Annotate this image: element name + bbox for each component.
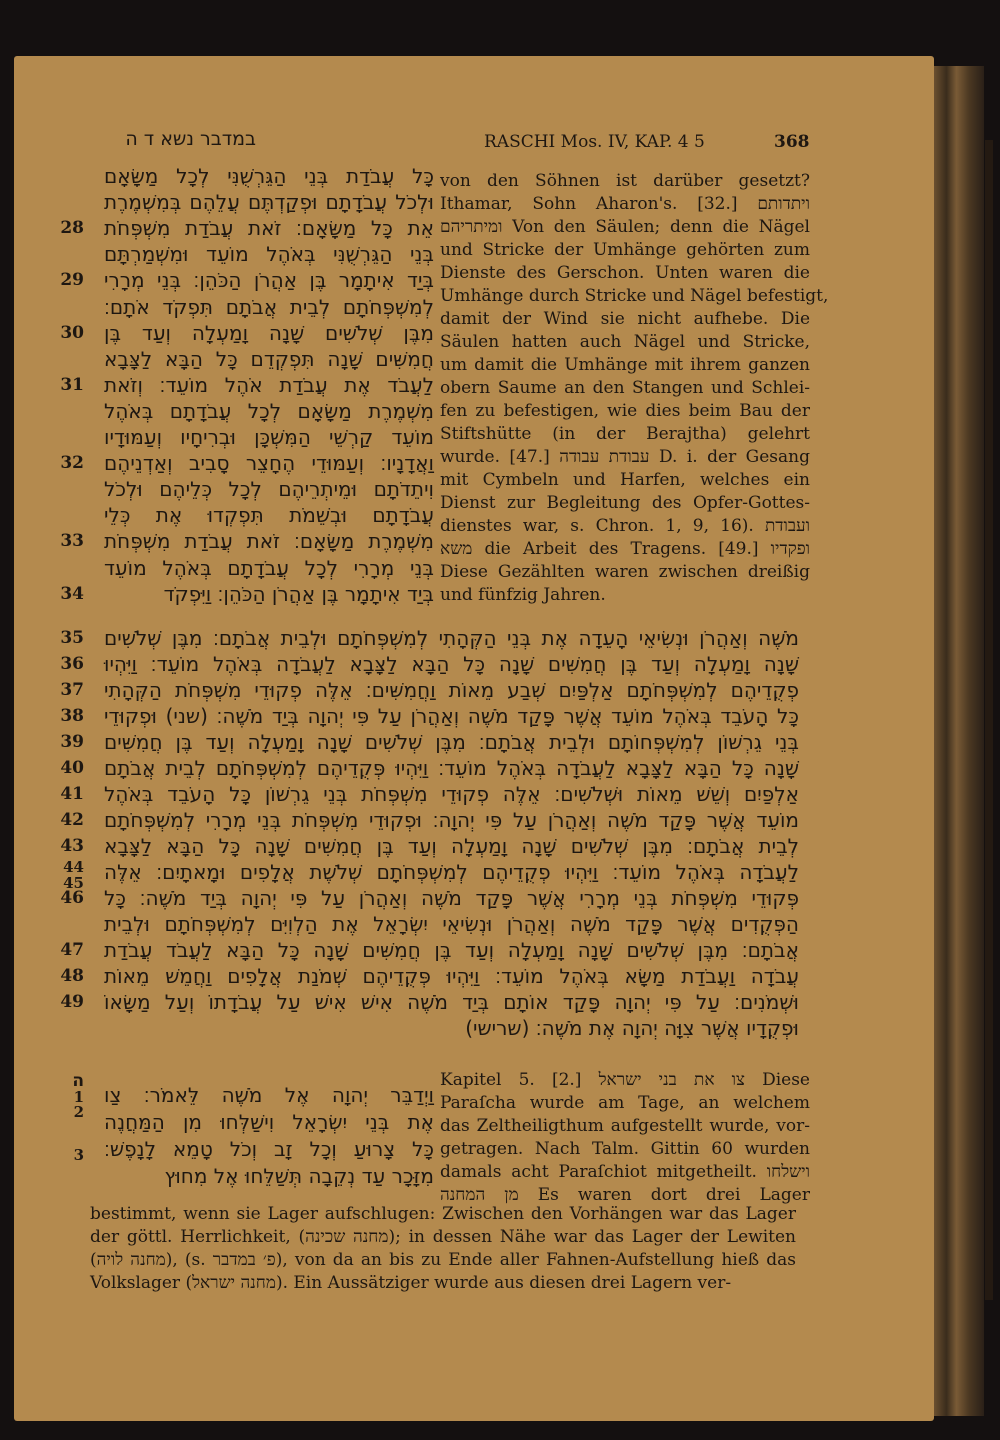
verse-number: 40: [60, 758, 84, 778]
hebrew-line: וִיתֵדֹתָם וּמֵיתְרֵיהֶם לְכָל כְּלֵיהֶם וּלְכֹל: [104, 477, 434, 502]
hebrew-line: בְּנֵי גֵרְשׁוֹן לְמִשְׁפְּחוֹתָם וּלְבֵית אֲבֹתָם׃ מִבֶּן שְׁלֹשִׁים שָׁנָה וָמַעְלָה וְעַד בֶּן חֲמִשִּׁים: [104, 730, 799, 754]
hebrew-line: אַלְפַּיִם וְשֵׁשׁ מֵאוֹת וּשְׁלֹשִׁים׃ אֵלֶּה פְקוּדֵי מִשְׁפְּחֹת בְּנֵי גֵרְשׁוֹן כָּל הָעֹבֵד בְּאֹהֶל: [104, 782, 799, 806]
hebrew-line: לַעֲבֹדָה בְּאֹהֶל מוֹעֵד׃ וַיִּהְיוּ פְקֻדֵיהֶם לְמִשְׁפְּחֹתָם שְׁלֹשֶׁת אֲלָפִים וּמָאתָיִם׃ אֵלֶּה: [104, 860, 799, 884]
verse-number: 42: [60, 810, 84, 830]
hebrew-line: מִבֶּן שְׁלֹשִׁים שָׁנָה וָמַעְלָה וְעַד בֶּן: [104, 320, 434, 345]
verse-number: 29: [60, 270, 84, 291]
commentary-line: Dienst zur Begleitung des Opfer-Gottes-: [440, 493, 810, 513]
chapter5-verse-3: 3: [73, 1146, 84, 1164]
hebrew-line: עֲבֹדָה וַעֲבֹדַת מַשָּׂא בְּאֹהֶל מוֹעֵד׃ וַיִּהְיוּ פְּקֻדֵיהֶם שְׁמֹנַת אֲלָפִים וַחֲמֵשׁ מֵאוֹת: [104, 964, 799, 988]
commentary-line: dienstes war, s. Chron. 1, 9, 16). ועבודת: [440, 516, 810, 536]
hebrew-line: בְּנֵי מְרָרִי לְכָל עֲבֹדָתָם בְּאֹהֶל מוֹעֵד: [104, 555, 434, 580]
commentary-line: Kapitel 5. [2.] צו את בני ישראל Diese: [440, 1070, 810, 1090]
hebrew-line: מוֹעֵד אֲשֶׁר פָּקַד מֹשֶׁה וְאַהֲרֹן עַל פִּי יְהוָה׃ וּפְקוּדֵי מִשְׁפְּחֹת בְּנֵי מְרָרִי לְמִשְׁפְּחֹתָם: [104, 808, 799, 832]
book-page: [14, 56, 934, 1421]
hebrew-line: וּשְׁמֹנִים׃ עַל פִּי יְהוָה פָּקַד אוֹתָם בְּיַד מֹשֶׁה אִישׁ אִישׁ עַל עֲבֹדָתוֹ וְעַל מַשָּׂאוֹ: [104, 990, 799, 1014]
commentary-line: Dienste des Gerschon. Unten waren die: [440, 263, 810, 283]
commentary-line: fen zu befestigen, wie dies beim Bau der: [440, 401, 810, 421]
commentary-line: Ithamar, Sohn Aharon's. [32.] ויתדותם: [440, 194, 810, 214]
hebrew-line: מֹשֶׁה וְאַהֲרֹן וּנְשִׂיאֵי הָעֵדָה אֶת בְּנֵי הַקְּהָתִי לְמִשְׁפְּחֹתָם וּלְבֵית אֲבֹתָם׃ מִבֶּן שְׁלֹשִׁים: [104, 626, 799, 650]
hebrew-line: אֵת כָּל מַשָּׂאָם׃ זֹאת עֲבֹדַת מִשְׁפְּחֹת: [104, 216, 434, 241]
commentary-line: bestimmt, wenn sie Lager aufschlugen: Zwischen den Vorhängen war das Lager: [90, 1204, 796, 1224]
verse-number: 30: [60, 322, 84, 343]
hebrew-line: פְּקוּדֵי מִשְׁפְּחֹת בְּנֵי מְרָרִי אֲשֶׁר פָּקַד מֹשֶׁה וְאַהֲרֹן עַל פִּי יְהוָה בְּיַד מֹשֶׁה׃ כָּל: [104, 886, 799, 910]
verse-number: 38: [60, 706, 84, 726]
verse-number: 44: [63, 858, 84, 876]
verse-number: 36: [60, 654, 84, 674]
commentary-line: ומיתריהם Von den Säulen; denn die Nägel: [440, 217, 810, 237]
commentary-line: Paraſcha wurde am Tage, an welchem: [440, 1093, 810, 1113]
verse-number: 46: [60, 888, 84, 908]
hebrew-running-title: במדבר נשא ד ה: [125, 128, 256, 150]
commentary-line: und Stricke der Umhänge gehörten zum: [440, 240, 810, 260]
commentary-line: obern Saume an den Stangen und Schlei-: [440, 378, 810, 398]
hebrew-line: מִשְׁמֶרֶת מַשָּׂאָם לְכָל עֲבֹדָתָם בְּאֹהֶל: [104, 398, 434, 423]
hebrew-line: וּלְכֹל עֲבֹדָתָם וּפְקַדְתֶּם עֲלֵהֶם בְּמִשְׁמֶרֶת: [104, 190, 434, 215]
hebrew-line: וַאֲדָנָיו׃ וְעַמּוּדֵי הֶחָצֵר סָבִיב וְאַדְנֵיהֶם: [104, 451, 434, 476]
hebrew-line: שָׁנָה כָּל הַבָּא לַצָּבָא לַעֲבֹדָה בְּאֹהֶל מוֹעֵד׃ וַיִּהְיוּ פְּקֻדֵיהֶם לְמִשְׁפְּחֹתָם לְבֵית אֲבֹתָם: [104, 756, 799, 780]
verse-number: 48: [60, 966, 84, 986]
hebrew-line: עֲבֹדָתָם וּבְשֵׁמֹת תִּפְקְדוּ אֶת כְּלֵי: [104, 503, 434, 528]
verse-number: 33: [60, 531, 84, 552]
commentary-line: משא die Arbeit des Tragens. [49.] ופקדיו: [440, 539, 810, 559]
verse-number: 43: [60, 836, 84, 856]
verse-number: 32: [60, 453, 84, 474]
hebrew-line: כָּל הָעֹבֵד בְּאֹהֶל מוֹעֵד אֲשֶׁר פָּקַד מֹשֶׁה וְאַהֲרֹן עַל פִּי יְהוָה בְּיַד מֹשֶׁה׃ (שני) וּפְקוּדֵי: [104, 704, 799, 728]
hebrew-line: הַפְּקֻדִים אֲשֶׁר פָּקַד מֹשֶׁה וְאַהֲרֹן וּנְשִׂיאֵי יִשְׂרָאֵל אֶת הַלְוִיִּם לְמִשְׁפְּחֹתָם וּלְבֵית: [104, 912, 799, 936]
commentary-line: (מחנה לויה), (s. פ׳ במדבר), von da an bis zu Ende aller Fahnen-Aufstellung hieß das: [90, 1250, 796, 1270]
verse-number: 34: [60, 583, 84, 604]
page-edge-shadow: [985, 140, 993, 1300]
commentary-line: und fünfzig Jahren.: [440, 585, 606, 605]
hebrew-line: בְּיַד אִיתָמָר בֶּן אַהֲרֹן הַכֹּהֵן׃ וַיִּפְקֹד: [163, 581, 434, 606]
commentary-line: Diese Gezählten waren zwischen dreißig: [440, 562, 810, 582]
verse-number: 31: [60, 374, 84, 395]
running-title: RASCHI Mos. IV, KAP. 4 5: [484, 132, 705, 152]
commentary-line: damals acht Paraſchiot mitgetheilt. וישלחו: [440, 1162, 810, 1182]
commentary-line: von den Söhnen ist darüber gesetzt?: [440, 171, 810, 191]
hebrew-line: כָּל צָרוּעַ וְכָל זָב וְכֹל טָמֵא לָנָפֶשׁ׃: [104, 1137, 434, 1161]
hebrew-line: אֶת בְּנֵי יִשְׂרָאֵל וִישַׁלְּחוּ מִן הַמַּחֲנֶה: [104, 1110, 434, 1134]
verse-number: 35: [60, 628, 84, 648]
commentary-line: um damit die Umhänge mit ihrem ganzen: [440, 355, 810, 375]
hebrew-line: בְּנֵי הַגֵּרְשֻׁנִּי בְּאֹהֶל מוֹעֵד וּמִשְׁמַרְתָּם: [104, 242, 434, 267]
commentary-line: Stiftshütte (in der Berajtha) gelehrt: [440, 424, 810, 444]
hebrew-line: פְקֻדֵיהֶם לְמִשְׁפְּחֹתָם אַלְפַּיִם שְׁבַע מֵאוֹת וַחֲמִשִּׁים׃ אֵלֶּה פְקוּדֵי מִשְׁפְּחֹת הַקְּהָתִי: [104, 678, 799, 702]
chapter5-verse-1: 1: [73, 1088, 84, 1106]
hebrew-line: לַעֲבֹד אֶת עֲבֹדַת אֹהֶל מוֹעֵד׃ וְזֹאת: [104, 372, 434, 397]
commentary-line: Säulen hatten auch Nägel und Stricke,: [440, 332, 810, 352]
hebrew-line: לְבֵית אֲבֹתָם׃ מִבֶּן שְׁלֹשִׁים שָׁנָה וָמַעְלָה וְעַד בֶּן חֲמִשִּׁים שָׁנָה כָּל הַבָּא לַצָּבָא: [104, 834, 799, 858]
chapter5-verse-2: 2: [73, 1103, 84, 1121]
page-edge-stack: [934, 66, 984, 1416]
page-number: 368: [774, 132, 810, 152]
hebrew-line: חֲמִשִּׁים שָׁנָה תִּפְקְדֵם כָּל הַבָּא לַצָּבָא: [104, 346, 434, 371]
commentary-line: wurde. [47.] עבודת עבודה D. i. der Gesang: [440, 447, 810, 467]
commentary-line: getragen. Nach Talm. Gittin 60 wurden: [440, 1139, 810, 1159]
hebrew-line: מִזָּכָר עַד נְקֵבָה תְּשַׁלֵּחוּ אֶל מִחוּץ: [164, 1164, 434, 1188]
hebrew-line: מוֹעֵד קַרְשֵׁי הַמִּשְׁכָּן וּבְרִיחָיו וְעַמּוּדָיו: [104, 425, 434, 449]
hebrew-line: כָּל עֲבֹדַת בְּנֵי הַגֵּרְשֻׁנִּי לְכָל מַשָּׂאָם: [104, 164, 434, 188]
verse-number: 45: [63, 874, 84, 892]
hebrew-line: מִשְׁמֶרֶת מַשָּׂאָם׃ זֹאת עֲבֹדַת מִשְׁפְּחֹת: [104, 529, 434, 554]
hebrew-line: וַיְדַבֵּר יְהוָה אֶל מֹשֶׁה לֵּאמֹר׃ צַו: [104, 1083, 434, 1107]
commentary-line: mit Cymbeln und Harfen, welches ein: [440, 470, 810, 490]
commentary-line: damit der Wind sie nicht aufhebe. Die: [440, 309, 810, 329]
hebrew-line: שָׁנָה וָמַעְלָה וְעַד בֶּן חֲמִשִּׁים שָׁנָה כָּל הַבָּא לַצָּבָא לַעֲבֹדָה בְּאֹהֶל מוֹעֵד׃ וַיִּהְיוּ: [104, 652, 799, 676]
commentary-line: מן המחנה Es waren dort drei Lager: [440, 1185, 810, 1205]
verse-number: 49: [60, 992, 84, 1012]
chapter-letter: ה: [72, 1071, 84, 1091]
commentary-line: Volkslager (מחנה ישראל). Ein Aussätziger wurde aus diesen drei Lagern ver-: [90, 1273, 732, 1293]
commentary-line: der göttl. Herrlichkeit, (מחנה שכינה); in dessen Nähe war das Lager der Lewiten: [90, 1227, 796, 1247]
hebrew-line: בְּיַד אִיתָמָר בֶּן אַהֲרֹן הַכֹּהֵן׃ בְּנֵי מְרָרִי: [104, 268, 434, 293]
commentary-line: das Zeltheiligthum aufgestellt wurde, vor-: [440, 1116, 810, 1136]
hebrew-line: וּפְקֻדָיו אֲשֶׁר צִוָּה יְהוָה אֶת מֹשֶׁה׃ (שרישי): [465, 1016, 799, 1040]
hebrew-line: לְמִשְׁפְּחֹתָם לְבֵית אֲבֹתָם תִּפְקֹד אֹתָם׃: [104, 294, 434, 319]
commentary-line: Umhänge durch Stricke und Nägel befestigt,: [440, 286, 829, 306]
verse-number: 41: [60, 784, 84, 804]
verse-number: 39: [60, 732, 84, 752]
hebrew-line: אֲבֹתָם׃ מִבֶּן שְׁלֹשִׁים שָׁנָה וָמַעְלָה וְעַד בֶּן חֲמִשִּׁים שָׁנָה כָּל הַבָּא לַעֲבֹד עֲבֹדַת: [104, 938, 799, 962]
verse-number: 37: [60, 680, 84, 700]
verse-number: 47: [60, 940, 84, 960]
verse-number: 28: [60, 218, 84, 239]
